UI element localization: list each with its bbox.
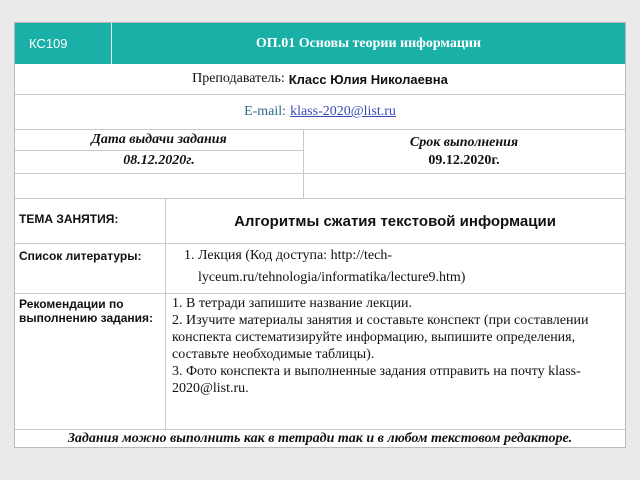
- group-code: КС109: [15, 23, 111, 64]
- recommendation-item: 1. В тетради запишите название лекции.: [172, 296, 412, 311]
- subject-title: ОП.01 Основы теории информации: [111, 23, 625, 64]
- due-date-label: Срок выполнения: [409, 135, 519, 150]
- recommendations-list: [166, 293, 624, 429]
- issue-date-value: 08.12.2020г.: [123, 153, 195, 168]
- recommendation-item: 2. Изучите материалы занятия и составьте конспект (при составлении конспекта систематизируйте информацию, выпишите определения, составьте необходимые таблицы).: [172, 313, 589, 362]
- issue-date-label: Дата выдачи задания: [91, 132, 227, 147]
- topic-label: ТЕМА ЗАНЯТИЯ:: [19, 212, 119, 226]
- literature-list: [166, 245, 624, 291]
- teacher-row: [15, 64, 625, 94]
- email-link[interactable]: klass-2020@list.ru: [290, 104, 396, 119]
- teacher-name: Класс Юлия Николаевна: [288, 71, 448, 87]
- recommendation-item: 3. Фото конспекта и выполненные задания отправить на почту klass-2020@list.ru.: [172, 364, 581, 396]
- literature-item: 1. Лекция (Код доступа: http://tech-lyceum.ru/tehnologia/informatika/lecture9.htm): [198, 245, 618, 289]
- assignment-sheet: [14, 22, 626, 448]
- topic-title: Алгоритмы сжатия текстовой информации: [234, 212, 556, 230]
- email-row: [15, 95, 625, 129]
- recommendations-label: Рекомендации по выполнению задания:: [19, 297, 154, 325]
- footer-note: Задания можно выполнить как в тетради так и в любом текстовом редакторе.: [67, 431, 573, 446]
- teacher-label: Преподаватель:: [192, 71, 285, 86]
- due-date-value: 09.12.2020г.: [428, 153, 500, 168]
- literature-label: Список литературы:: [19, 249, 142, 263]
- email-label: E-mail:: [244, 104, 287, 119]
